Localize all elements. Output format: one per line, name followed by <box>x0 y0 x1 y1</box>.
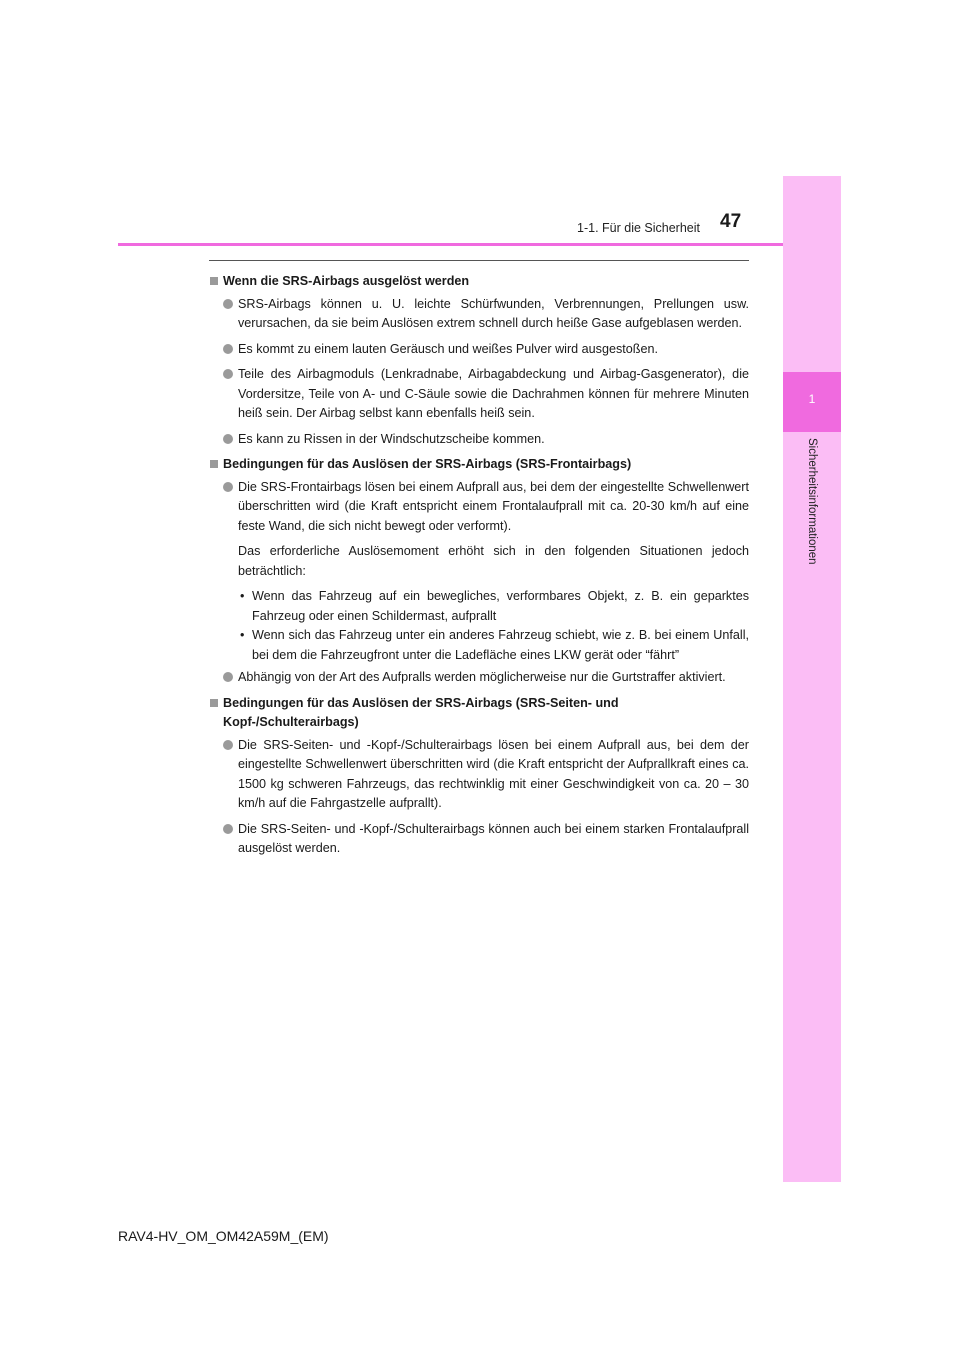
list-item <box>209 820 749 859</box>
paragraph: Das erforderliche Auslösemoment erhöht sich in den folgenden Situationen jedoch beträchtlich: <box>238 544 749 578</box>
dot-marker: • <box>240 589 245 603</box>
square-bullet-icon <box>210 460 218 468</box>
square-bullet-icon <box>210 699 218 707</box>
round-bullet-icon <box>223 434 233 444</box>
chapter-sidebar <box>783 176 841 1182</box>
round-bullet-icon <box>223 369 233 379</box>
list-item-text: Teile des Airbagmoduls (Lenkradnabe, Airbagabdeckung und Airbag-Gasgenerator), die Vordersitze, Teile von A- und C-Säule sowie die Dachrahmen können für mehrere Minuten heiß sein. Der Airbag selbst kann ebenfalls heiß sein. <box>238 367 749 420</box>
sub-list-item <box>209 626 749 665</box>
document-code: RAV4-HV_OM_OM42A59M_(EM) <box>118 1228 329 1244</box>
round-bullet-icon <box>223 344 233 354</box>
list-item <box>209 736 749 814</box>
list-item <box>209 365 749 424</box>
page-content <box>209 268 749 859</box>
content-rule <box>209 260 749 261</box>
section-heading <box>209 455 749 475</box>
header-rule <box>118 243 783 246</box>
list-item <box>209 478 749 537</box>
list-item-text: Es kommt zu einem lauten Geräusch und weißes Pulver wird ausgestoßen. <box>238 341 658 356</box>
round-bullet-icon <box>223 740 233 750</box>
list-item-text: SRS-Airbags können u. U. leichte Schürfwunden, Verbrennungen, Prellungen usw. verursachen, da sie beim Auslösen extrem schnell durch heiße Gase aufgeblasen werden. <box>238 296 749 330</box>
sub-list-item-text: Wenn sich das Fahrzeug unter ein anderes Fahrzeug schiebt, wie z. B. bei einem Unfall, bei dem die Fahrzeugfront unter die Ladefläche eines LKW gerät oder “fährt” <box>252 628 749 662</box>
chapter-number: 1 <box>808 392 816 406</box>
round-bullet-icon <box>223 824 233 834</box>
square-bullet-icon <box>210 277 218 285</box>
page-number: 47 <box>720 211 742 232</box>
sub-list-item <box>209 587 749 626</box>
list-item-text: Die SRS-Seiten- und -Kopf-/Schulterairbags können auch bei einem starken Frontalaufprall ausgelöst werden. <box>238 821 749 855</box>
section-heading <box>209 694 749 733</box>
list-item-text: Die SRS-Seiten- und -Kopf-/Schulterairbags lösen bei einem Aufprall aus, bei dem der eingestellte Schwellenwert überschritten wird (die Kraft entspricht der Aufprallkraft eines ca. 1500 kg schweren Fahrzeugs, das rechtwinklig mit einer Geschwindigkeit von ca. 20 – 30 km/h auf die Fahrgastzelle aufprallt). <box>238 737 749 810</box>
round-bullet-icon <box>223 672 233 682</box>
dot-marker: • <box>240 628 245 642</box>
heading-text: Bedingungen für das Auslösen der SRS-Airbags (SRS-Frontairbags) <box>223 457 632 471</box>
list-item <box>209 340 749 360</box>
section-heading <box>209 272 749 292</box>
list-item-text: Die SRS-Frontairbags lösen bei einem Aufprall aus, bei dem der eingestellte Schwellenwert überschritten wird (die Kraft entspricht einem Frontalaufprall mit ca. 20-30 km/h auf eine feste Wand, die sich nicht bewegt oder verformt). <box>238 479 749 533</box>
heading-text: Wenn die SRS-Airbags ausgelöst werden <box>223 274 470 288</box>
round-bullet-icon <box>223 299 233 309</box>
round-bullet-icon <box>223 482 233 492</box>
section-title: 1-1. Für die Sicherheit <box>577 221 700 235</box>
list-item <box>209 295 749 334</box>
list-item-text: Es kann zu Rissen in der Windschutzscheibe kommen. <box>238 431 545 446</box>
chapter-title: Sicherheitsinformationen <box>806 438 818 565</box>
list-item <box>209 668 749 688</box>
list-item-text: Abhängig von der Art des Aufpralls werden möglicherweise nur die Gurtstraffer aktiviert. <box>238 670 726 684</box>
sub-list-item-text: Wenn das Fahrzeug auf ein bewegliches, verformbares Objekt, z. B. ein geparktes Fahrzeug oder einen Schildermast, aufprallt <box>252 589 749 623</box>
heading-text: Bedingungen für das Auslösen der SRS-Airbags (SRS-Seiten- und Kopf-/Schulterairbags) <box>223 695 619 729</box>
list-item <box>209 430 749 450</box>
